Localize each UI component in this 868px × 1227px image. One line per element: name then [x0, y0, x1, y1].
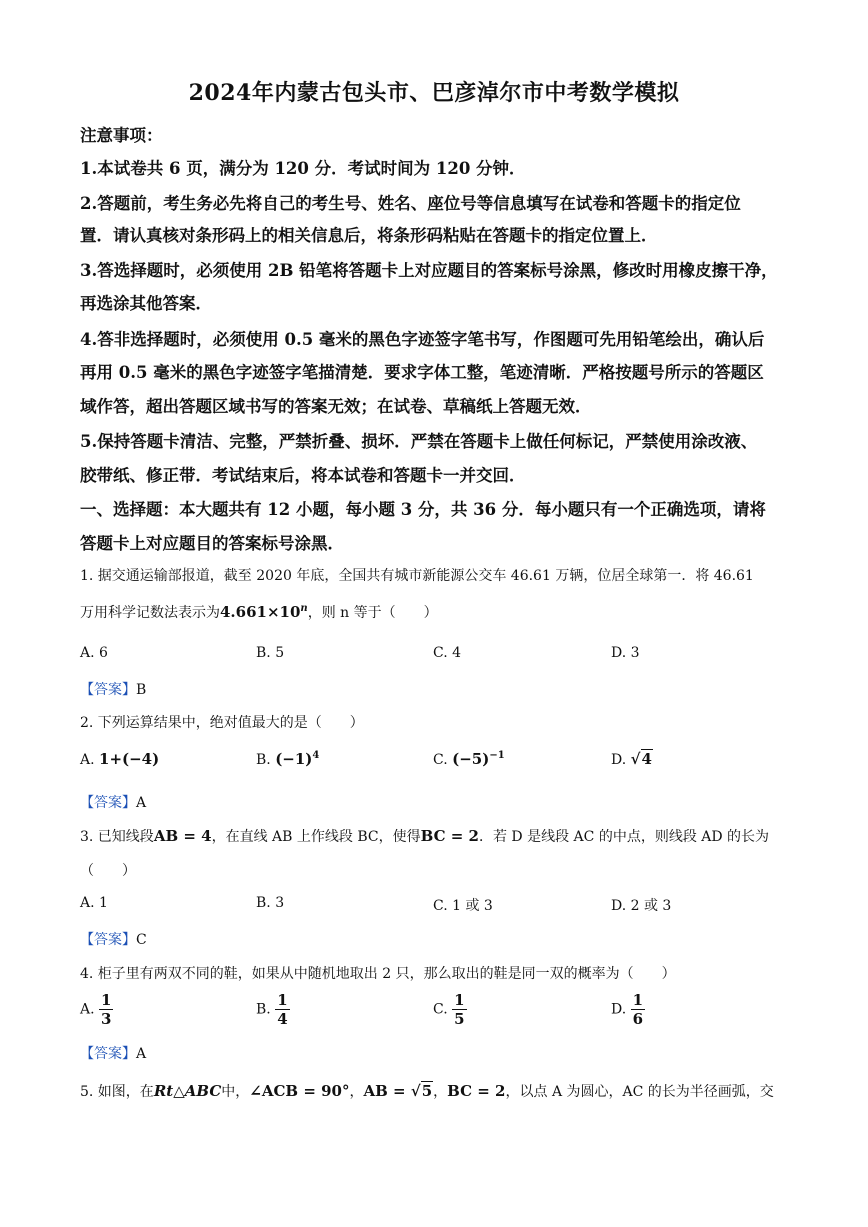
q1-stem-pre: 万用科学记数法表示为	[80, 605, 220, 621]
q2-expr-b-base: (−1)	[275, 750, 313, 768]
q4-frac-c-den: 5	[454, 1010, 465, 1028]
q4-frac-d-den: 6	[632, 1010, 644, 1028]
notice-line-2: 2.答题前，考生务必先将自己的考生号、姓名、座位号等信息填写在试卷和答题卡的指定位	[80, 194, 741, 213]
q4-frac-d-num: 1	[632, 991, 644, 1009]
answer-tag: 【答案】	[80, 682, 136, 698]
q5-math-ab-pre: AB =	[363, 1082, 411, 1100]
q4-fraction-d	[631, 991, 645, 1028]
q5-math-triangle: Rt△ABC	[153, 1082, 222, 1100]
q4-option-a	[80, 991, 113, 1028]
q3-answer	[80, 929, 147, 949]
q2-expr-b	[275, 750, 319, 768]
answer-tag: 【答案】	[80, 795, 136, 811]
q4-frac-b-den: 4	[277, 1010, 288, 1028]
q2-label-b: B.	[256, 752, 271, 768]
q4-frac-b-num: 1	[277, 991, 288, 1009]
q5-math-ab	[364, 1082, 434, 1100]
notice-line-8: 域作答，超出答题区域书写的答案无效；在试卷、草稿纸上答题无效．	[80, 397, 592, 416]
q1-stem-post: ，则 n 等于（ ）	[307, 605, 438, 621]
q4-option-b	[256, 991, 290, 1028]
q3-option-d: D. 2 或 3	[611, 898, 672, 914]
q2-label-a: A.	[80, 752, 95, 768]
section-heading-line-1: 一、选择题：本大题共有 12 小题，每小题 3 分，共 36 分．每小题只有一个正确选项，请将	[80, 500, 766, 519]
q2-expr-c	[452, 750, 505, 768]
q4-frac-a-den: 3	[101, 1010, 112, 1028]
q4-label-a: A.	[80, 1001, 95, 1018]
q3-math-ab: AB = 4	[153, 827, 212, 845]
q5-text-3: ，	[433, 1084, 448, 1100]
notice-line-9: 5.保持答题卡清洁、完整，严禁折叠、损坏．严禁在答题卡上做任何标记，严禁使用涂改液、	[80, 432, 758, 451]
q2-expr-d: √4	[630, 750, 652, 768]
page-title: 2024年内蒙古包头市、巴彦淖尔市中考数学模拟	[188, 80, 680, 106]
q4-fraction-a	[99, 991, 113, 1028]
q5-stem-post: ，以点 A 为圆心，AC 的长为半径画弧，交	[505, 1084, 774, 1100]
q3-answer-value: C	[136, 932, 147, 948]
q1-stem-line-2	[80, 602, 438, 622]
q5-math-ab-radicand: 5	[421, 1082, 433, 1100]
q3-stem-pre: 3. 已知线段	[80, 829, 154, 845]
q2-expr-c-base: (−5)	[452, 750, 490, 768]
q3-stem-post: ．若 D 是线段 AC 的中点，则线段 AD 的长为	[478, 829, 770, 845]
notice-line-7: 再用 0.5 毫米的黑色字迹签字笔描清楚．要求字体工整，笔迹清晰．严格按题号所示的答题区	[80, 363, 764, 382]
notice-line-1: 1.本试卷共 6 页，满分为 120 分．考试时间为 120 分钟．	[80, 159, 526, 178]
q5-math-angle: ∠ACB = 90°	[249, 1082, 350, 1100]
q1-answer	[80, 679, 146, 699]
notice-line-3: 置．请认真核对条形码上的相关信息后，将条形码粘贴在答题卡的指定位置上．	[80, 226, 658, 245]
q3-option-a: A. 1	[80, 895, 108, 911]
q1-option-c: C. 4	[433, 645, 462, 661]
q2-stem: 2. 下列运算结果中，绝对值最大的是（ ）	[80, 715, 364, 731]
q3-stem-mid: ，在直线 AB 上作线段 BC，使得	[211, 829, 421, 845]
q4-answer	[80, 1043, 146, 1063]
q3-math-bc: BC = 2	[420, 827, 479, 845]
q3-option-b: B. 3	[256, 895, 285, 911]
q2-expr-b-exp: 4	[312, 750, 320, 761]
q2-option-a	[80, 750, 159, 768]
notice-line-5: 再选涂其他答案．	[80, 294, 212, 313]
q4-frac-c-num: 1	[454, 991, 465, 1009]
answer-tag: 【答案】	[80, 1046, 136, 1062]
q4-fraction-c	[452, 991, 466, 1028]
q2-expr-c-exp: −1	[489, 750, 505, 761]
q5-stem-pre: 5. 如图，在	[80, 1084, 154, 1100]
q1-math-base: 4.661×10	[220, 603, 301, 621]
q5-text-1: 中，	[221, 1084, 250, 1100]
q2-label-d: D.	[611, 752, 627, 768]
answer-tag: 【答案】	[80, 932, 136, 948]
q1-scientific-notation	[220, 603, 308, 621]
q1-answer-value: B	[136, 682, 147, 698]
q2-answer-value: A	[136, 795, 147, 811]
q4-label-c: C.	[433, 1001, 448, 1018]
q1-option-b: B. 5	[256, 645, 285, 661]
q2-label-c: C.	[433, 752, 448, 768]
q3-option-c: C. 1 或 3	[433, 898, 493, 914]
q4-option-d	[611, 991, 645, 1028]
q4-label-d: D.	[611, 1001, 627, 1018]
q4-stem: 4. 柜子里有两双不同的鞋，如果从中随机地取出 2 只，那么取出的鞋是同一双的概率为（ ）	[80, 966, 676, 982]
notice-line-10: 胶带纸、修正带．考试结束后，将本试卷和答题卡一并交回．	[80, 466, 526, 485]
q2-option-d	[611, 750, 653, 768]
q2-option-b	[256, 750, 319, 768]
notice-line-6: 4.答非选择题时，必须使用 0.5 毫米的黑色字迹签字笔书写，作图题可先用铅笔绘出，确认后	[80, 330, 765, 349]
q1-option-a: A. 6	[80, 645, 108, 661]
notice-heading: 注意事项：	[80, 126, 163, 145]
q4-label-b: B.	[256, 1001, 271, 1018]
q3-stem-line-1	[80, 826, 769, 846]
q4-fraction-b	[275, 991, 289, 1028]
q4-answer-value: A	[136, 1046, 147, 1062]
notice-line-4: 3.答选择题时，必须使用 2B 铅笔将答题卡上对应题目的答案标号涂黑，修改时用橡皮擦干净，	[80, 261, 778, 280]
q3-paren: （ ）	[80, 863, 136, 879]
q2-answer	[80, 792, 146, 812]
q1-stem-line-1: 1. 据交通运输部报道，截至 2020 年底，全国共有城市新能源公交车 46.61 万辆，位居全球第一．将 46.61	[80, 568, 754, 584]
q1-option-d: D. 3	[611, 645, 640, 661]
q2-option-c	[433, 750, 505, 768]
q2-expr-d-radicand: 4	[641, 750, 652, 768]
q5-math-bc: BC = 2	[447, 1082, 506, 1100]
q5-math-ab-sqrt: √5	[410, 1082, 433, 1100]
q1-math-exponent: n	[300, 603, 308, 614]
q5-stem-line-1	[80, 1081, 774, 1101]
q2-expr-a: 1+(−4)	[99, 750, 160, 768]
q4-frac-a-num: 1	[101, 991, 112, 1009]
q4-option-c	[433, 991, 467, 1028]
q5-text-2: ，	[349, 1084, 364, 1100]
section-heading-line-2: 答题卡上对应题目的答案标号涂黑．	[80, 534, 344, 553]
